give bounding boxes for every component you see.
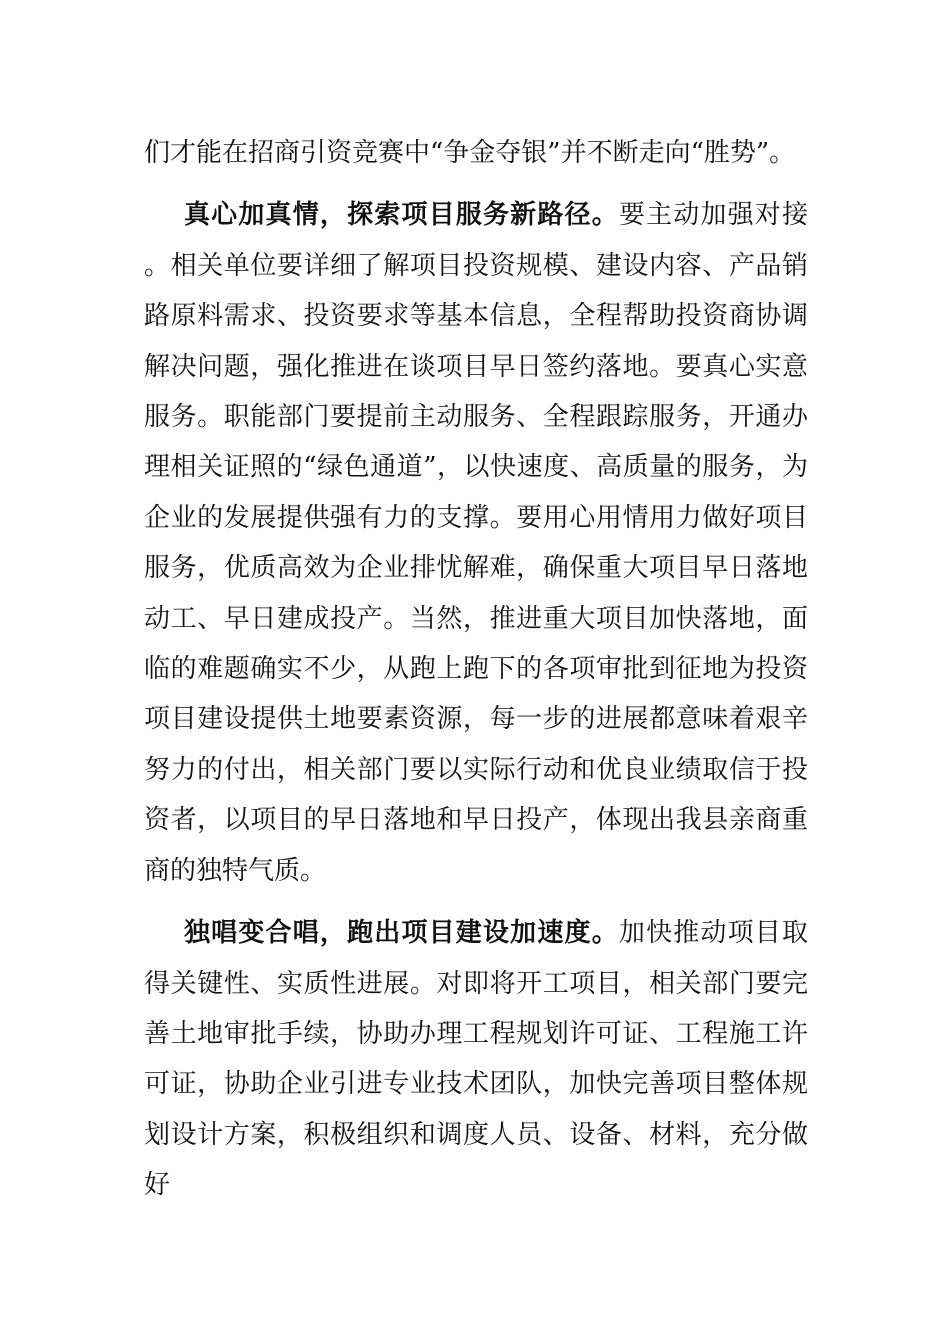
paragraph-2-text: 要主动加强对接。相关单位要详细了解项目投资规模、建设内容、产品销路原料需求、投资要求等基本信息，全程帮助投资商协调解决问题，强化推进在谈项目早日签约落地。要真心实意服务。职能部门要提前主动服务、全程跟踪服务，开通办理相关证照的“绿色通道”，以快速度、高质量的服务，为企业的发展提供强有力的支撑。要用心用情用力做好项目服务，优质高效为企业排忧解难，确保重大项目早日落地动工、早日建成投产。当然，推进重大项目加快落地，面临的难题确实不少，从跑上跑下的各项审批到征地为投资项目建设提供土地要素资源，每一步的进展都意味着艰辛努力的付出，相关部门要以实际行动和优良业绩取信于投资者，以项目的早日落地和早日投产，体现出我县亲商重商的独特气质。 [144,200,808,886]
paragraph-3-heading: 独唱变合唱，跑出项目建设加速度。 [184,918,619,949]
paragraph-continuation [144,128,808,178]
paragraph-3-text: 加快推动项目取得关键性、实质性进展。对即将开工项目，相关部门要完善土地审批手续，协助办理工程规划许可证、工程施工许可证，协助企业引进专业技术团队，加快完善项目整体规划设计方案，积极组织和调度人员、设备、材料，充分做好 [144,918,808,1201]
document-body [144,128,808,1211]
paragraph-1-text: 们才能在招商引资竞赛中“争金夺银”并不断走向“胜势”。 [144,138,796,168]
paragraph-2-heading: 真心加真情，探索项目服务新路径。 [184,200,619,231]
paragraph-project-service [144,190,808,896]
paragraph-project-construction [144,908,808,1210]
